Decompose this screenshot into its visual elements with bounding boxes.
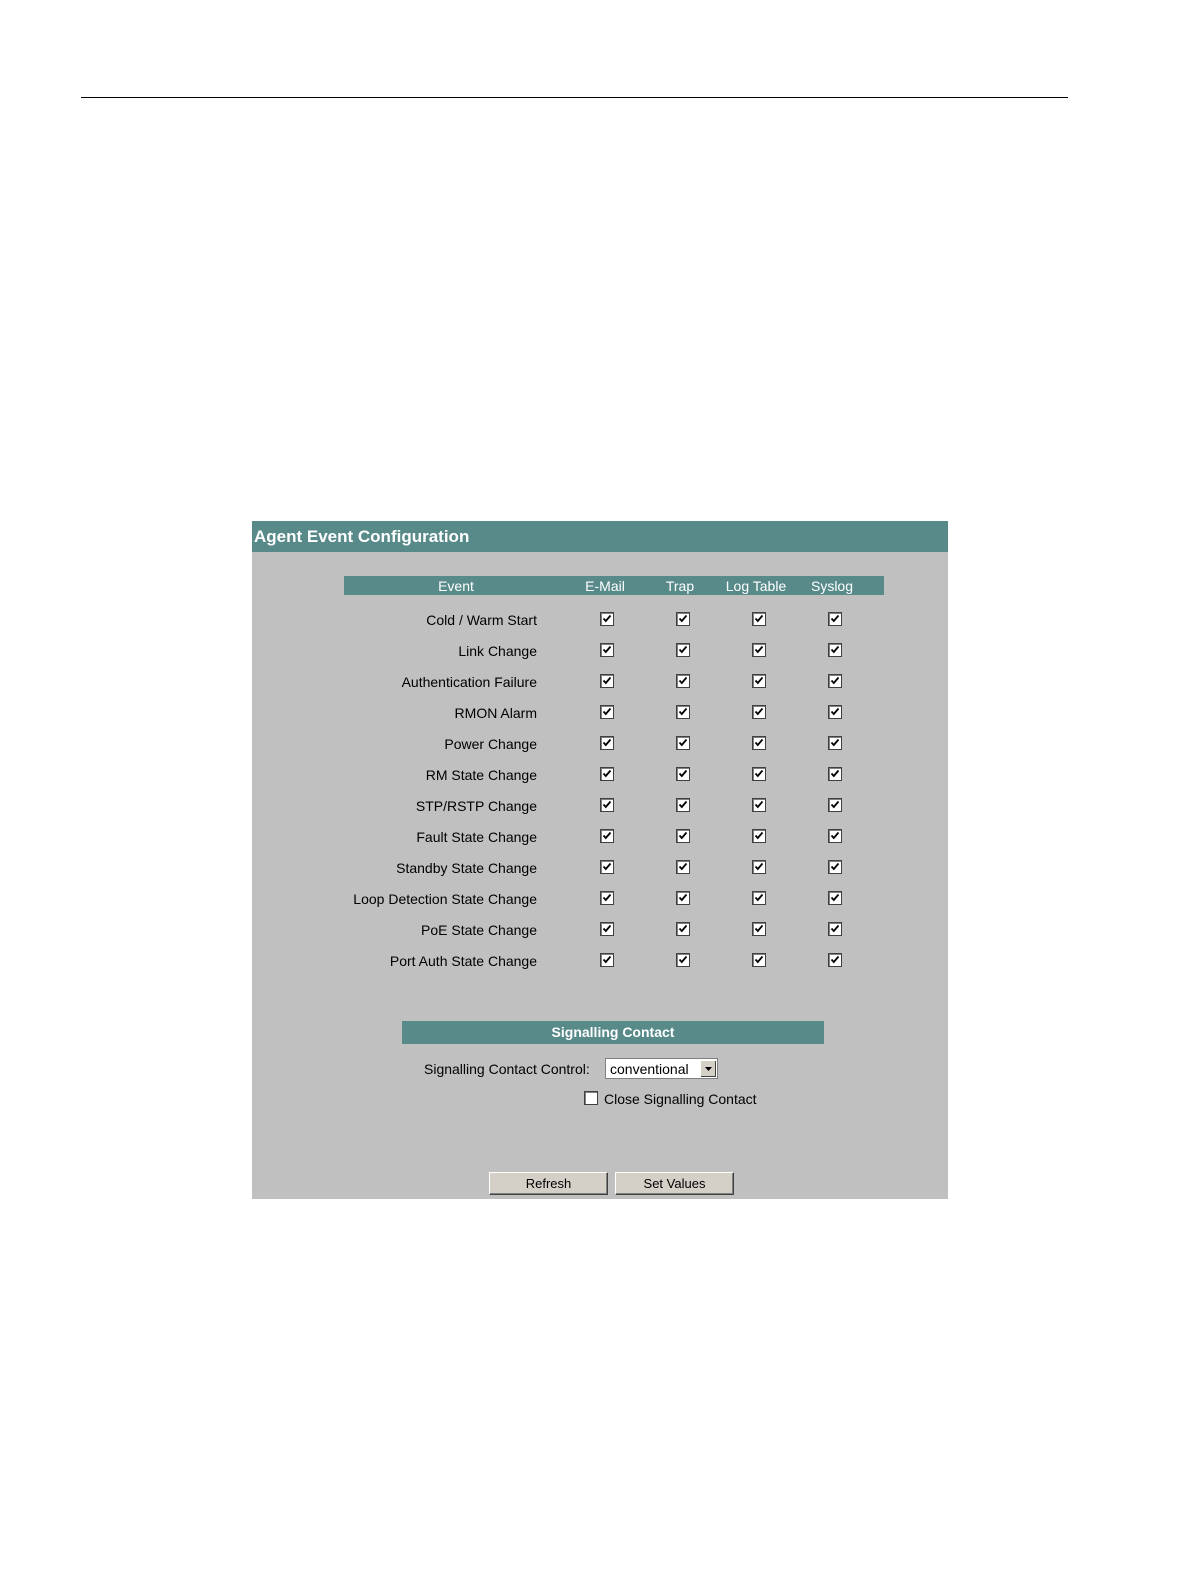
event-label: STP/RSTP Change	[415, 798, 537, 814]
header-log-table: Log Table	[725, 578, 787, 594]
event-row	[252, 703, 948, 727]
trap-checkbox[interactable]	[676, 674, 690, 688]
top-rule	[81, 97, 1068, 98]
event-label: Loop Detection State Change	[353, 891, 537, 907]
header-syslog: Syslog	[810, 578, 854, 594]
signalling-contact-header: Signalling Contact	[402, 1021, 824, 1044]
log-table-checkbox[interactable]	[752, 767, 766, 781]
email-checkbox[interactable]	[600, 891, 614, 905]
event-row	[252, 951, 948, 975]
syslog-checkbox[interactable]	[828, 643, 842, 657]
trap-checkbox[interactable]	[676, 736, 690, 750]
trap-checkbox[interactable]	[676, 705, 690, 719]
event-row	[252, 672, 948, 696]
log-table-checkbox[interactable]	[752, 829, 766, 843]
chevron-down-icon[interactable]	[700, 1060, 716, 1077]
log-table-checkbox[interactable]	[752, 922, 766, 936]
email-checkbox[interactable]	[600, 798, 614, 812]
syslog-checkbox[interactable]	[828, 705, 842, 719]
event-row	[252, 827, 948, 851]
syslog-checkbox[interactable]	[828, 767, 842, 781]
trap-checkbox[interactable]	[676, 798, 690, 812]
syslog-checkbox[interactable]	[828, 612, 842, 626]
log-table-checkbox[interactable]	[752, 736, 766, 750]
event-label: RMON Alarm	[454, 705, 537, 721]
trap-checkbox[interactable]	[676, 891, 690, 905]
header-event: Event	[438, 578, 474, 594]
close-signalling-contact-label: Close Signalling Contact	[604, 1091, 757, 1107]
log-table-checkbox[interactable]	[752, 643, 766, 657]
event-label: Fault State Change	[416, 829, 537, 845]
event-label: Port Auth State Change	[389, 953, 537, 969]
syslog-checkbox[interactable]	[828, 674, 842, 688]
event-row	[252, 641, 948, 665]
email-checkbox[interactable]	[600, 767, 614, 781]
header-email: E-Mail	[585, 578, 625, 594]
event-row	[252, 889, 948, 913]
email-checkbox[interactable]	[600, 705, 614, 719]
email-checkbox[interactable]	[600, 953, 614, 967]
event-label: RM State Change	[425, 767, 537, 783]
syslog-checkbox[interactable]	[828, 736, 842, 750]
set-values-button[interactable]: Set Values	[615, 1172, 734, 1195]
log-table-checkbox[interactable]	[752, 674, 766, 688]
event-table-header	[344, 576, 884, 595]
log-table-checkbox[interactable]	[752, 953, 766, 967]
log-table-checkbox[interactable]	[752, 612, 766, 626]
email-checkbox[interactable]	[600, 643, 614, 657]
trap-checkbox[interactable]	[676, 612, 690, 626]
syslog-checkbox[interactable]	[828, 953, 842, 967]
trap-checkbox[interactable]	[676, 643, 690, 657]
event-row	[252, 920, 948, 944]
email-checkbox[interactable]	[600, 860, 614, 874]
email-checkbox[interactable]	[600, 674, 614, 688]
event-row	[252, 734, 948, 758]
panel-title: Agent Event Configuration	[252, 521, 948, 552]
syslog-checkbox[interactable]	[828, 891, 842, 905]
syslog-checkbox[interactable]	[828, 829, 842, 843]
email-checkbox[interactable]	[600, 736, 614, 750]
event-row	[252, 765, 948, 789]
event-label: Authentication Failure	[401, 674, 537, 690]
select-value: conventional	[610, 1061, 689, 1077]
event-label: Power Change	[444, 736, 537, 752]
trap-checkbox[interactable]	[676, 767, 690, 781]
log-table-checkbox[interactable]	[752, 891, 766, 905]
header-trap: Trap	[665, 578, 695, 594]
trap-checkbox[interactable]	[676, 829, 690, 843]
event-label: Link Change	[458, 643, 537, 659]
trap-checkbox[interactable]	[676, 922, 690, 936]
log-table-checkbox[interactable]	[752, 798, 766, 812]
agent-event-configuration-panel	[252, 521, 948, 1199]
log-table-checkbox[interactable]	[752, 705, 766, 719]
email-checkbox[interactable]	[600, 829, 614, 843]
event-label: PoE State Change	[421, 922, 537, 938]
trap-checkbox[interactable]	[676, 860, 690, 874]
event-row	[252, 610, 948, 634]
log-table-checkbox[interactable]	[752, 860, 766, 874]
event-label: Standby State Change	[396, 860, 537, 876]
email-checkbox[interactable]	[600, 612, 614, 626]
syslog-checkbox[interactable]	[828, 798, 842, 812]
syslog-checkbox[interactable]	[828, 922, 842, 936]
email-checkbox[interactable]	[600, 922, 614, 936]
close-signalling-contact-checkbox[interactable]	[584, 1091, 598, 1105]
syslog-checkbox[interactable]	[828, 860, 842, 874]
event-row	[252, 858, 948, 882]
signalling-contact-control-select[interactable]	[605, 1058, 718, 1079]
signalling-contact-control-label: Signalling Contact Control:	[424, 1061, 590, 1077]
refresh-button[interactable]: Refresh	[489, 1172, 608, 1195]
event-row	[252, 796, 948, 820]
trap-checkbox[interactable]	[676, 953, 690, 967]
event-label: Cold / Warm Start	[426, 612, 537, 628]
